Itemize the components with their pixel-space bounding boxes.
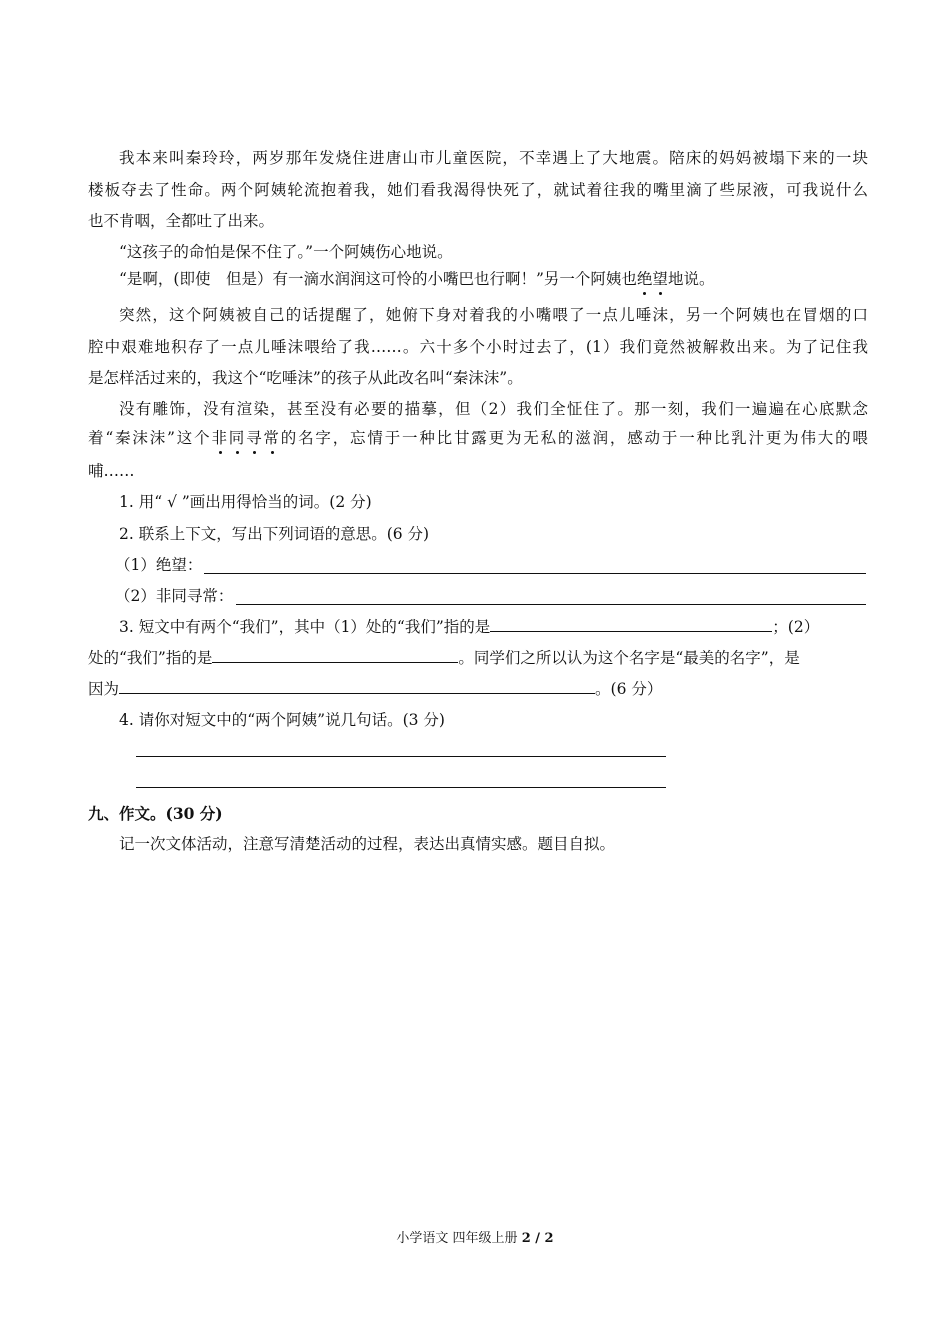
passage-line: 腔中艰难地积存了一点儿唾沫喂给了我……。六十多个小时过去了，(1）我们竟然被解救出来。为了记住我 bbox=[88, 338, 868, 356]
question-4: 4. 请你对短文中的“两个阿姨”说几句话。(3 分) bbox=[119, 711, 445, 729]
answer-blank-we-1[interactable] bbox=[490, 617, 772, 632]
answer-blank-reason[interactable] bbox=[119, 679, 595, 694]
passage-line: 楼板夺去了性命。两个阿姨轮流抱着我，她们看我渴得快死了，就试着往我的嘴里滴了些尿液，可我说什么 bbox=[88, 181, 868, 199]
passage-line: 突然，这个阿姨被自己的话提醒了，她俯下身对着我的小嘴喂了一点儿唾沫，另一个阿姨也在冒烟的口 bbox=[119, 306, 868, 324]
question-2: 2. 联系上下文，写出下列词语的意思。(6 分) bbox=[119, 525, 430, 543]
emphasis-char: 绝 bbox=[636, 270, 653, 288]
answer-blank-we-2[interactable] bbox=[212, 648, 458, 663]
section-9-heading: 九、作文。(30 分) bbox=[88, 804, 223, 823]
answer-line-jue-wang[interactable] bbox=[204, 573, 866, 574]
question-1: 1. 用“ √ ”画出用得恰当的词。(2 分) bbox=[119, 493, 372, 511]
passage-line: 我本来叫秦玲玲，两岁那年发烧住进唐山市儿童医院，不幸遇上了大地震。陪床的妈妈被塌下来的一块 bbox=[119, 149, 868, 167]
emphasis-char: 非 bbox=[211, 429, 229, 447]
question-3-line-3: 因为 。(6 分） bbox=[88, 680, 663, 698]
passage-line: 是怎样活过来的，我这个“吃唾沫”的孩子从此改名叫“秦沫沫”。 bbox=[88, 369, 523, 387]
question-3-line-2: 处的“我们”指的是 。同学们之所以认为这个名字是“最美的名字”，是 bbox=[88, 649, 800, 667]
emphasis-char: 同 bbox=[228, 429, 247, 447]
question-2-item-2: （2）非同寻常： bbox=[115, 587, 234, 605]
composition-prompt: 记一次文体活动，注意写清楚活动的过程，表达出真情实感。题目自拟。 bbox=[119, 835, 616, 853]
question-3-line-1: 3. 短文中有两个“我们”，其中（1）处的“我们”指的是 ；(2） bbox=[119, 618, 820, 636]
passage-line: 没有雕饰，没有渲染，甚至没有必要的描摹，但（2）我们全怔住了。那一刻，我们一遍遍在心底默念 bbox=[119, 400, 868, 418]
passage-line: 着“秦沫沫”这个非同寻常的名字，忘情于一种比甘露更为无私的滋润，感动于一种比乳汁更为伟大的喂 bbox=[88, 429, 868, 447]
passage-line: 哺…… bbox=[88, 462, 135, 480]
passage-line: “是啊，(即使 但是）有一滴水润润这可怜的小嘴巴也行啊！”另一个阿姨也绝望地说。 bbox=[119, 270, 715, 288]
answer-line-q4-2[interactable] bbox=[136, 787, 666, 788]
page-footer: 小学语文 四年级上册 2 / 2 bbox=[396, 1231, 554, 1246]
answer-line-q4-1[interactable] bbox=[136, 756, 666, 757]
passage-line: “这孩子的命怕是保不住了。”一个阿姨伤心地说。 bbox=[119, 243, 453, 261]
passage-line: 也不肯咽，全都吐了出来。 bbox=[88, 212, 275, 230]
page-number: 2 / 2 bbox=[521, 1231, 554, 1246]
emphasis-char: 寻 bbox=[246, 429, 264, 447]
question-2-item-1: （1）绝望： bbox=[115, 556, 203, 574]
emphasis-char: 常 bbox=[263, 429, 281, 447]
emphasis-char: 望 bbox=[652, 270, 668, 288]
answer-line-fei-tong-xun-chang[interactable] bbox=[236, 604, 866, 605]
